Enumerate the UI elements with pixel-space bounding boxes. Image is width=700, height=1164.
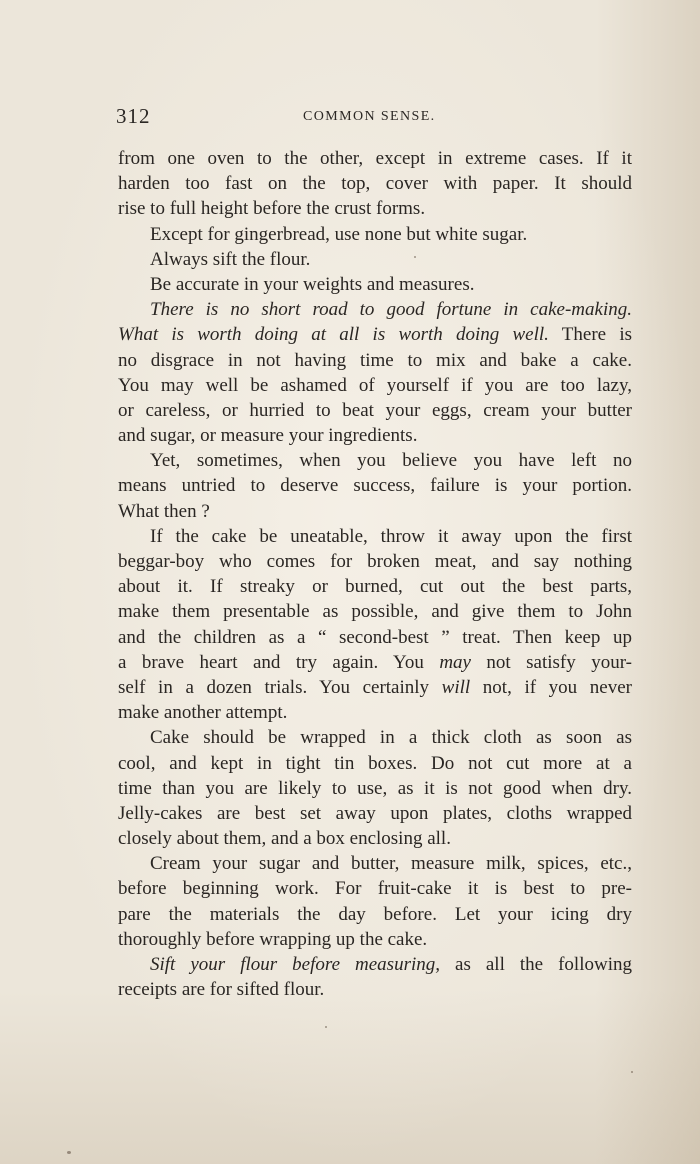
text-line: Be accurate in your weights and measures. — [150, 273, 475, 295]
page-number: 312 — [116, 104, 151, 128]
text-line: Cake should be wrapped in a thick cloth as soon as — [150, 727, 632, 749]
text-line: rise to full height before the crust forms. — [118, 198, 426, 220]
italic-text: What is worth doing at all is worth doing well. — [118, 324, 549, 346]
italic-text: There is no short road to good fortune in cake-making. — [150, 299, 632, 321]
text-line — [118, 322, 632, 347]
italic-text: may — [439, 651, 471, 673]
text-line: make another attempt. — [118, 702, 288, 724]
text-line: Cream your sugar and butter, measure milk, spices, etc., — [150, 853, 632, 875]
text-line: If the cake be uneatable, throw it away upon the first — [150, 525, 632, 547]
text-line: time than you are likely to use, as it is not good when dry. — [118, 777, 632, 799]
speck — [414, 256, 416, 258]
text-line: and the children as a “ second-best ” treat. Then keep up — [118, 626, 632, 648]
italic-text: Sift your flour before measuring, — [150, 954, 440, 975]
text-line: thoroughly before wrapping up the cake. — [118, 928, 428, 950]
text-run: not satisfy your- — [470, 651, 632, 673]
speck — [67, 1151, 71, 1154]
page-header — [116, 104, 636, 132]
text-line — [118, 297, 632, 322]
text-line: cool, and kept in tight tin boxes. Do not cut more at a — [118, 752, 632, 774]
speck — [325, 1026, 327, 1028]
text-line: What then ? — [118, 500, 210, 522]
text-line: You may well be ashamed of yourself if you are too lazy, — [118, 374, 632, 396]
text-line: beggar-boy who comes for broken meat, and say nothing — [118, 551, 632, 572]
text-line: closely about them, and a box enclosing all. — [118, 828, 451, 850]
text-run: not, if you never — [470, 676, 632, 698]
text-run: a brave heart and try again. You — [118, 651, 440, 673]
text-line: Always sift the flour. — [150, 248, 311, 270]
text-line: receipts are for sifted flour. — [118, 979, 325, 1001]
text-line: before beginning work. For fruit-cake it is best to pre- — [118, 878, 632, 900]
speck — [631, 1071, 633, 1073]
text-line: pare the materials the day before. Let your icing dry — [118, 903, 632, 925]
text-line: harden too fast on the top, cover with paper. It should — [118, 173, 632, 195]
text-line: means untried to deserve success, failure is your portion. — [118, 475, 632, 497]
text-line: and sugar, or measure your ingredients. — [118, 425, 418, 447]
text-line — [118, 650, 632, 675]
text-line: no disgrace in not having time to mix and bake a cake. — [118, 349, 632, 371]
text-line: make them presentable as possible, and give them to John — [118, 601, 632, 623]
text-run: There is — [548, 324, 632, 346]
body-text — [118, 146, 632, 1002]
text-run: as all the following — [440, 954, 632, 975]
text-line: Except for gingerbread, use none but white sugar. — [150, 223, 528, 245]
text-run: self in a dozen trials. You certainly — [118, 676, 442, 698]
text-line: or careless, or hurried to beat your eggs, cream your butter — [118, 399, 632, 421]
text-line — [118, 952, 632, 977]
italic-text: will — [441, 676, 471, 698]
text-line: about it. If streaky or burned, cut out the best parts, — [118, 576, 632, 598]
text-line: Yet, sometimes, when you believe you have left no — [150, 450, 632, 472]
text-line — [118, 675, 632, 700]
text-line: Jelly-cakes are best set away upon plates, cloths wrapped — [118, 802, 632, 824]
running-head: COMMON SENSE. — [303, 109, 436, 124]
text-line: from one oven to the other, except in extreme cases. If it — [118, 148, 632, 169]
